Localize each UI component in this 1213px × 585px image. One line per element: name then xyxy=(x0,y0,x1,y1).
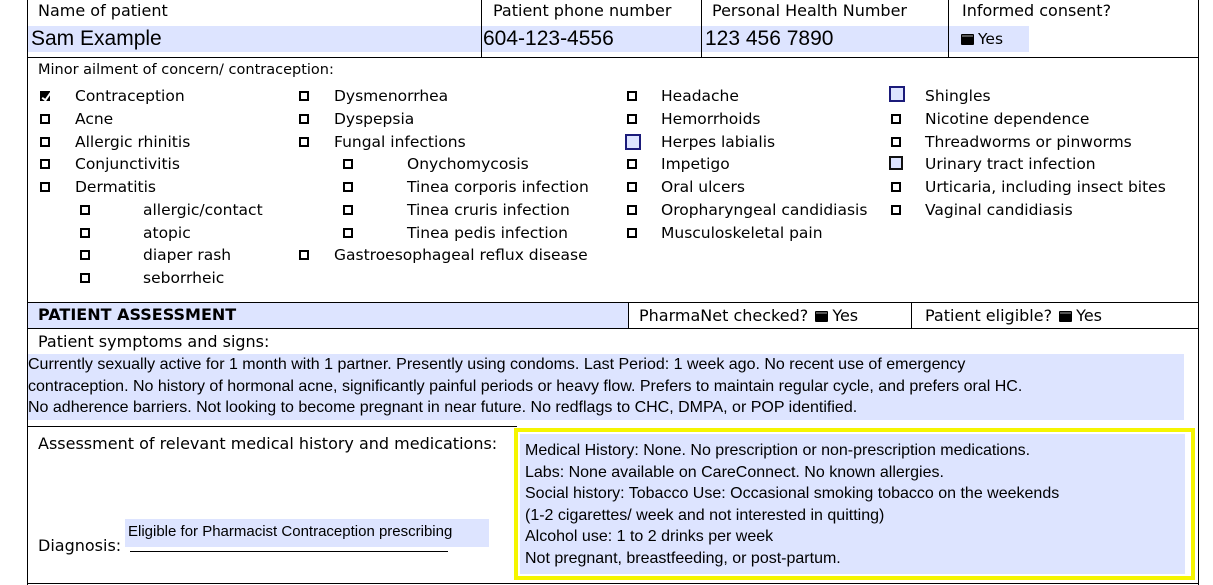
history-line: Labs: None available on CareConnect. No known allergies. xyxy=(525,463,944,481)
checkbox-dyspepsia[interactable] xyxy=(299,114,309,124)
ailment-label: allergic/contact xyxy=(143,201,263,219)
history-line: Alcohol use: 1 to 2 drinks per week xyxy=(525,528,774,545)
checkbox-gerd[interactable] xyxy=(299,250,309,260)
ailment-label: Impetigo xyxy=(661,155,730,173)
checkbox-vaginal-candidiasis[interactable] xyxy=(891,205,901,215)
checkbox-allergic-contact[interactable] xyxy=(80,205,90,215)
checkbox-acne[interactable] xyxy=(40,114,50,124)
checkbox-nicotine-dependence[interactable] xyxy=(891,114,901,124)
checkbox-urticaria[interactable] xyxy=(891,182,901,192)
ailment-label: Headache xyxy=(661,87,739,105)
phone-label: Patient phone number xyxy=(493,1,672,20)
symptoms-line: contraception. No history of hormonal acne, significantly painful periods or heavy flow. Prefers to maintain regular cycle, and prefers oral HC. xyxy=(28,377,1023,395)
pharmanet-value: Yes xyxy=(832,306,859,325)
ailment-label: Musculoskeletal pain xyxy=(661,224,823,242)
checkbox-dysmenorrhea[interactable] xyxy=(299,91,309,101)
symptoms-field[interactable] xyxy=(28,354,1184,420)
ailments-heading: Minor ailment of concern/ contraception: xyxy=(38,62,334,78)
diagnosis-field[interactable]: Eligible for Pharmacist Contraception prescribing xyxy=(125,519,489,547)
ailment-label: Shingles xyxy=(925,87,991,105)
ailment-label: Conjunctivitis xyxy=(75,155,180,173)
ailment-label: Tinea cruris infection xyxy=(407,201,570,219)
checkbox-threadworms[interactable] xyxy=(891,137,901,147)
ailment-label: Oropharyngeal candidiasis xyxy=(661,201,868,219)
checkbox-dermatitis[interactable] xyxy=(40,182,50,192)
checkbox-conjunctivitis[interactable] xyxy=(40,159,50,169)
divider-bottom xyxy=(27,583,1199,584)
divider-assessment-title xyxy=(27,328,1199,329)
ailment-label: Dermatitis xyxy=(75,178,157,196)
checkbox-oral-ulcers[interactable] xyxy=(627,182,637,192)
ailment-label: Herpes labialis xyxy=(661,133,776,151)
checkbox-tinea-cruris[interactable] xyxy=(343,205,353,215)
assessment-divider-2 xyxy=(911,302,912,328)
ailment-label: Hemorrhoids xyxy=(661,110,761,128)
checkbox-musculoskeletal-pain[interactable] xyxy=(627,228,637,238)
diagnosis-label: Diagnosis: xyxy=(38,536,122,555)
checkbox-hemorrhoids[interactable] xyxy=(627,114,637,124)
ailment-label: atopic xyxy=(143,224,191,242)
patient-name-label: Name of patient xyxy=(38,1,168,20)
symptoms-label: Patient symptoms and signs: xyxy=(38,332,270,351)
checkbox-diaper-rash[interactable] xyxy=(80,250,90,260)
history-line: Medical History: None. No prescription or non-prescription medications. xyxy=(525,442,1031,459)
checkbox-tinea-corporis[interactable] xyxy=(343,182,353,192)
checkbox-onychomycosis[interactable] xyxy=(343,159,353,169)
history-line: (1-2 cigarettes/ week and not interested in quitting) xyxy=(525,506,885,524)
checkbox-herpes-labialis[interactable] xyxy=(625,134,641,150)
checkbox-impetigo[interactable] xyxy=(627,159,637,169)
ailment-label: seborrheic xyxy=(143,269,225,287)
ailment-label: Urticaria, including insect bites xyxy=(925,178,1166,196)
ailment-label: Contraception xyxy=(75,87,185,105)
phone-field[interactable]: 604-123-4556 xyxy=(482,26,701,52)
ailment-label: Dyspepsia xyxy=(334,110,415,128)
checkbox-contraception[interactable] xyxy=(40,91,50,101)
divider-history xyxy=(27,426,517,427)
patient-name-field[interactable]: Sam Example xyxy=(28,26,481,52)
ailment-label: Dysmenorrhea xyxy=(334,87,449,105)
ailment-label: Allergic rhinitis xyxy=(75,133,191,151)
symptoms-line: Currently sexually active for 1 month with 1 partner. Presently using condoms. Last Period: 1 week ago. No recent use of emergency xyxy=(28,356,966,373)
assessment-title: PATIENT ASSESSMENT xyxy=(38,305,237,324)
diagnosis-underline xyxy=(130,551,448,552)
eligible-label: Patient eligible? xyxy=(925,306,1053,325)
checkbox-tinea-pedis[interactable] xyxy=(343,228,353,238)
phn-label: Personal Health Number xyxy=(712,1,907,20)
history-line: Not pregnant, breastfeeding, or post-partum. xyxy=(525,549,841,567)
history-field[interactable] xyxy=(520,434,1185,574)
pharmanet-row xyxy=(639,306,858,326)
history-label: Assessment of relevant medical history and medications: xyxy=(38,434,498,453)
checkbox-headache[interactable] xyxy=(627,91,637,101)
consent-field[interactable] xyxy=(949,26,1029,52)
consent-label: Informed consent? xyxy=(962,1,1112,20)
checked-box-icon[interactable] xyxy=(1059,311,1072,322)
form-right-border xyxy=(1198,0,1199,585)
checkbox-seborrheic[interactable] xyxy=(80,273,90,283)
pharmanet-label: PharmaNet checked? xyxy=(639,306,809,325)
eligible-row xyxy=(925,306,1102,326)
checked-box-icon[interactable] xyxy=(815,311,828,322)
checkbox-fungal-infections[interactable] xyxy=(299,137,309,147)
ailment-label: Vaginal candidiasis xyxy=(925,201,1073,219)
ailment-label: Fungal infections xyxy=(334,133,466,151)
checkbox-shingles[interactable] xyxy=(889,86,905,102)
ailment-label: Oral ulcers xyxy=(661,178,745,196)
ailment-label: Threadworms or pinworms xyxy=(925,133,1132,151)
symptoms-line: No adherence barriers. Not looking to become pregnant in near future. No redflags to CHC, DMPA, or POP identified. xyxy=(28,399,858,416)
history-line: Social history: Tobacco Use: Occasional smoking tobacco on the weekends xyxy=(525,485,1060,502)
ailment-label: Tinea corporis infection xyxy=(407,178,589,196)
ailment-label: Gastroesophageal reflux disease xyxy=(334,246,588,264)
checkbox-oropharyngeal-candidiasis[interactable] xyxy=(627,205,637,215)
ailment-label: Tinea pedis infection xyxy=(407,224,568,242)
consent-value: Yes xyxy=(978,30,1004,48)
checked-box-icon xyxy=(961,34,974,45)
ailment-label: Onychomycosis xyxy=(407,155,529,173)
ailment-label: Acne xyxy=(75,110,114,128)
checkbox-uti[interactable] xyxy=(889,156,903,170)
assessment-divider-1 xyxy=(628,302,629,328)
eligible-value: Yes xyxy=(1076,306,1102,325)
checkbox-allergic-rhinitis[interactable] xyxy=(40,137,50,147)
ailment-label: diaper rash xyxy=(143,246,232,264)
divider-header xyxy=(27,57,1199,58)
form-left-border xyxy=(27,0,28,585)
ailment-label: Nicotine dependence xyxy=(925,110,1090,128)
phn-field[interactable]: 123 456 7890 xyxy=(702,26,948,52)
checkbox-atopic[interactable] xyxy=(80,228,90,238)
ailment-label: Urinary tract infection xyxy=(925,155,1096,173)
